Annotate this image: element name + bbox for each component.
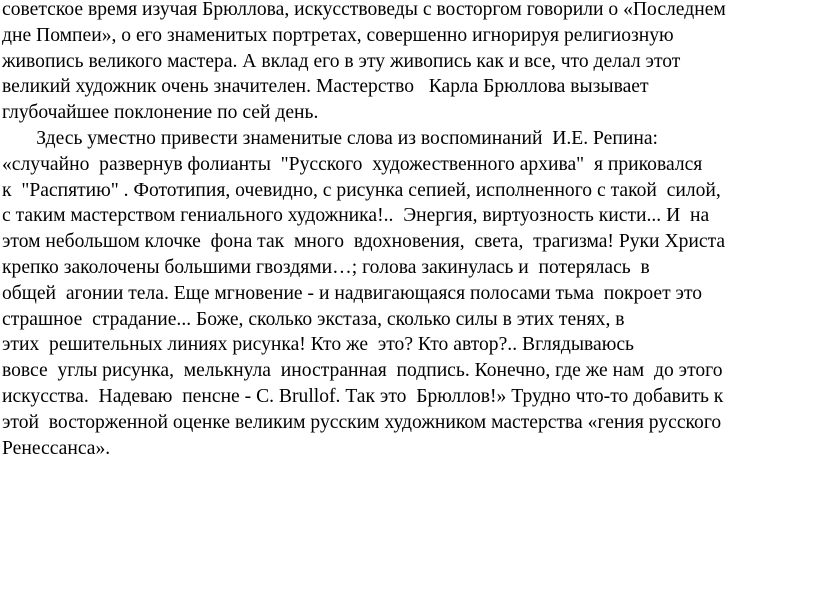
text-line: этих решительных линиях рисунка! Кто же это? Кто автор?.. Вглядываюсь bbox=[2, 334, 634, 356]
text-line: к "Распятию" . Фототипия, очевидно, с рисунка сепией, исполненного с такой силой, bbox=[2, 179, 721, 201]
text-line: дне Помпеи», о его знаменитых портретах, совершенно игнорируя религиозную bbox=[2, 24, 674, 46]
text-line: «случайно развернув фолианты "Русского художественного архива" я приковался bbox=[2, 153, 703, 175]
text-line: страшное страдание... Боже, сколько экстаза, сколько силы в этих тенях, в bbox=[2, 308, 625, 330]
text-line: этой восторженной оценке великим русским художником мастерства «гения русского bbox=[2, 411, 722, 433]
body-text bbox=[2, 0, 814, 461]
text-line: глубочайшее поклонение по сей день. bbox=[2, 102, 319, 124]
text-line: этом небольшом клочке фона так много вдохновения, света, трагизма! Руки Христа bbox=[2, 231, 726, 253]
text-line: Ренессанса». bbox=[2, 437, 111, 459]
text-line: крепко заколочены большими гвоздями…; голова закинулась и потерялась в bbox=[2, 256, 650, 278]
text-line: живопись великого мастера. А вклад его в эту живопись как и все, что делал этот bbox=[2, 50, 681, 72]
text-line: вовсе углы рисунка, мелькнула иностранная подпись. Конечно, где же нам до этого bbox=[2, 360, 723, 382]
text-line: искусства. Надеваю пенсне - C. Brullof. Так это Брюллов!» Трудно что-то добавить к bbox=[2, 385, 724, 407]
text-line: Здесь уместно привести знаменитые слова из воспоминаний И.Е. Репина: bbox=[2, 127, 658, 149]
text-line: советское время изучая Брюллова, искусствоведы с восторгом говорили о «Последнем bbox=[2, 0, 726, 20]
text-line: с таким мастерством гениального художника!.. Энергия, виртуозность кисти... И на bbox=[2, 205, 710, 227]
text-line: великий художник очень значителен. Мастерство Карла Брюллова вызывает bbox=[2, 76, 649, 98]
text-line: общей агонии тела. Еще мгновение - и надвигающаяся полосами тьма покроет это bbox=[2, 282, 703, 304]
